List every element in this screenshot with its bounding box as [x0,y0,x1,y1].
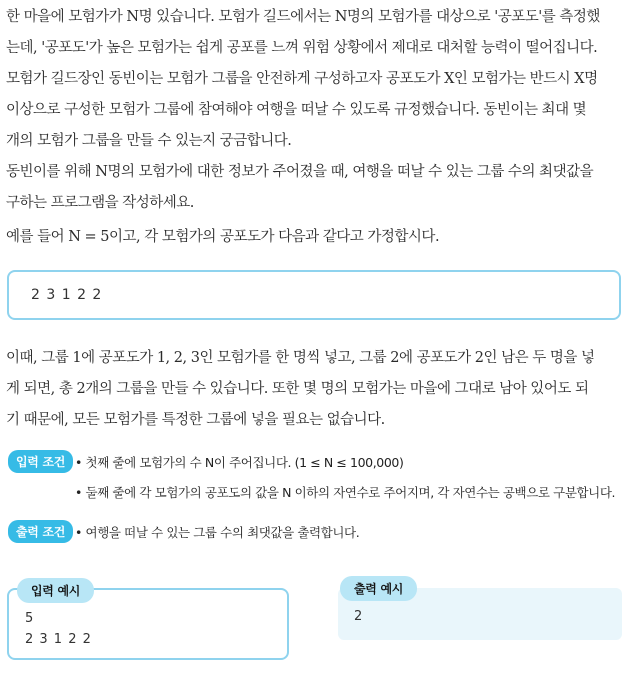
description-line: 모험가 길드장인 동빈이는 모험가 그룹을 안전하게 구성하고자 공포도가 X인 모험가는 반드시 X명 [6,71,598,87]
output-condition-row [8,520,73,543]
explanation-line: 게 되면, 총 2개의 그룹을 만들 수 있습니다. 또한 몇 명의 모험가는 마을에 그대로 남아 있어도 되 [6,381,589,397]
task-line: 동빈이를 위해 N명의 모험가에 대한 정보가 주어졌을 때, 여행을 떠날 수 있는 그룹 수의 최댓값을 [6,164,594,180]
input-example-label: 입력 예시 [17,578,94,603]
explanation-line: 이때, 그룹 1에 공포도가 1, 2, 3인 모험가를 한 명씩 넣고, 그룹 2에 공포도가 2인 남은 두 명을 넣 [6,350,595,366]
input-condition-badge: 입력 조건 [8,450,73,473]
output-example-content [354,606,363,627]
description-line: 는데, '공포도'가 높은 모험가는 쉽게 공포를 느껴 위험 상황에서 제대로 대처할 능력이 떨어집니다. [6,40,598,56]
example-explanation [6,343,630,436]
sample-values: 2 3 1 2 2 [31,287,103,303]
input-condition-row [8,450,73,473]
input-condition-text: • 첫째 줄에 모험가의 수 N이 주어집니다. (1 ≤ N ≤ 100,000) [75,455,404,470]
output-condition-text: • 여행을 떠날 수 있는 그룹 수의 최댓값을 출력합니다. [75,525,360,540]
input-example-content [25,608,92,650]
example-intro [6,222,630,253]
description-line: 이상으로 구성한 모험가 그룹에 참여해야 여행을 떠날 수 있도록 규정했습니다. 동빈이는 최대 몇 [6,102,587,118]
output-example-line: 2 [354,609,364,624]
problem-description [6,2,630,157]
input-example-box [7,584,289,660]
description-line: 개의 모험가 그룹을 만들 수 있는지 궁금합니다. [6,133,292,149]
output-example-label: 출력 예시 [340,576,417,601]
task-line: 구하는 프로그램을 작성하세요. [6,195,194,211]
output-condition-badge: 출력 조건 [8,520,73,543]
task-description [6,157,630,219]
input-example-line: 5 [25,611,35,626]
output-example-box [338,582,622,640]
sample-values-box [7,270,621,320]
example-intro-line: 예를 들어 N = 5이고, 각 모험가의 공포도가 다음과 같다고 가정합시다. [6,229,440,245]
explanation-line: 기 때문에, 모든 모험가를 특정한 그룹에 넣을 필요는 없습니다. [6,412,385,428]
input-condition-text: • 둘째 줄에 각 모험가의 공포도의 값을 N 이하의 자연수로 주어지며, 각 자연수는 공백으로 구분합니다. [75,485,616,500]
description-line: 한 마을에 모험가가 N명 있습니다. 모험가 길드에서는 N명의 모험가를 대상으로 '공포도'를 측정했 [6,9,600,25]
input-example-line: 2 3 1 2 2 [25,632,92,647]
